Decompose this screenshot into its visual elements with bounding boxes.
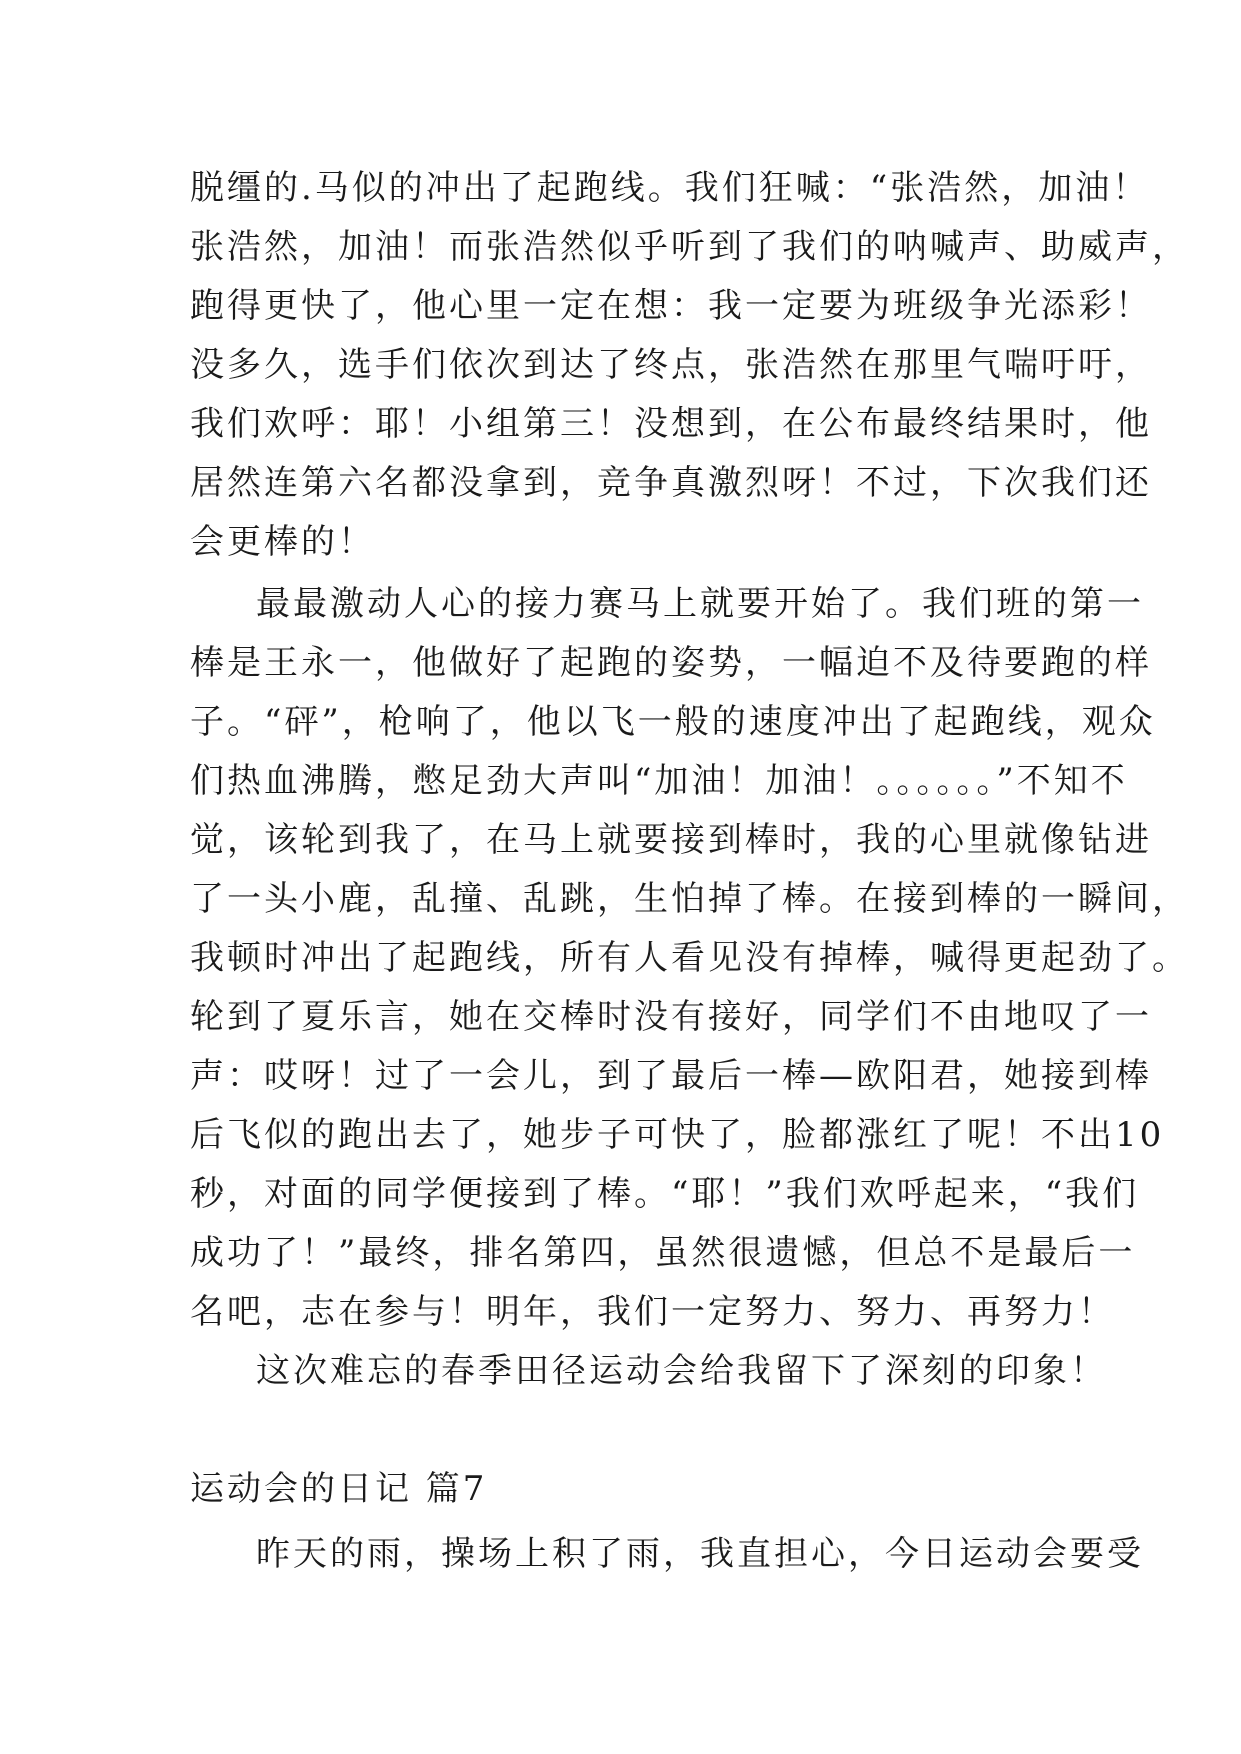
text-line: 我们欢呼：耶！小组第三！没想到，在公布最终结果时，他 bbox=[190, 404, 1152, 444]
text-line: 们热血沸腾，憋足劲大声叫“加油！加油！。。。。。。”不知不 bbox=[190, 761, 1128, 801]
section-heading: 运动会的日记 篇7 bbox=[190, 1469, 488, 1509]
text-line: 轮到了夏乐言，她在交棒时没有接好，同学们不由地叹了一 bbox=[190, 997, 1152, 1037]
text-line: 声：哎呀！过了一会儿，到了最后一棒—欧阳君，她接到棒 bbox=[190, 1056, 1152, 1096]
text-line: 没多久，选手们依次到达了终点，张浩然在那里气喘吁吁， bbox=[190, 345, 1152, 385]
text-line: 秒，对面的同学便接到了棒。“耶！”我们欢呼起来，“我们 bbox=[190, 1174, 1140, 1214]
text-line: 子。“砰”，枪响了，他以飞一般的速度冲出了起跑线，观众 bbox=[190, 702, 1156, 742]
text-line: 张浩然，加油！而张浩然似乎听到了我们的呐喊声、助威声， bbox=[190, 227, 1189, 267]
text-line: 脱缰的.马似的冲出了起跑线。我们狂喊：“张浩然，加油！ bbox=[190, 168, 1150, 208]
text-line: 会更棒的！ bbox=[190, 522, 375, 562]
text-line: 跑得更快了，他心里一定在想：我一定要为班级争光添彩！ bbox=[190, 286, 1152, 326]
text-line: 这次难忘的春季田径运动会给我留下了深刻的印象！ bbox=[256, 1351, 1107, 1391]
text-line: 成功了！”最终，排名第四，虽然很遗憾，但总不是最后一 bbox=[190, 1233, 1136, 1273]
text-line: 了一头小鹿，乱撞、乱跳，生怕掉了棒。在接到棒的一瞬间， bbox=[190, 879, 1189, 919]
text-line: 昨天的雨，操场上积了雨，我直担心，今日运动会要受 bbox=[256, 1534, 1144, 1574]
text-line: 棒是王永一，他做好了起跑的姿势，一幅迫不及待要跑的样 bbox=[190, 643, 1152, 683]
text-line: 觉，该轮到我了，在马上就要接到棒时，我的心里就像钻进 bbox=[190, 820, 1152, 860]
text-line: 最最激动人心的接力赛马上就要开始了。我们班的第一 bbox=[256, 584, 1144, 624]
text-line: 我顿时冲出了起跑线，所有人看见没有掉棒，喊得更起劲了。 bbox=[190, 938, 1189, 978]
text-line: 名吧，志在参与！明年，我们一定努力、努力、再努力！ bbox=[190, 1292, 1115, 1332]
text-line: 居然连第六名都没拿到，竞争真激烈呀！不过，下次我们还 bbox=[190, 463, 1152, 503]
text-line: 后飞似的跑出去了，她步子可快了，脸都涨红了呢！不出10 bbox=[190, 1115, 1165, 1155]
